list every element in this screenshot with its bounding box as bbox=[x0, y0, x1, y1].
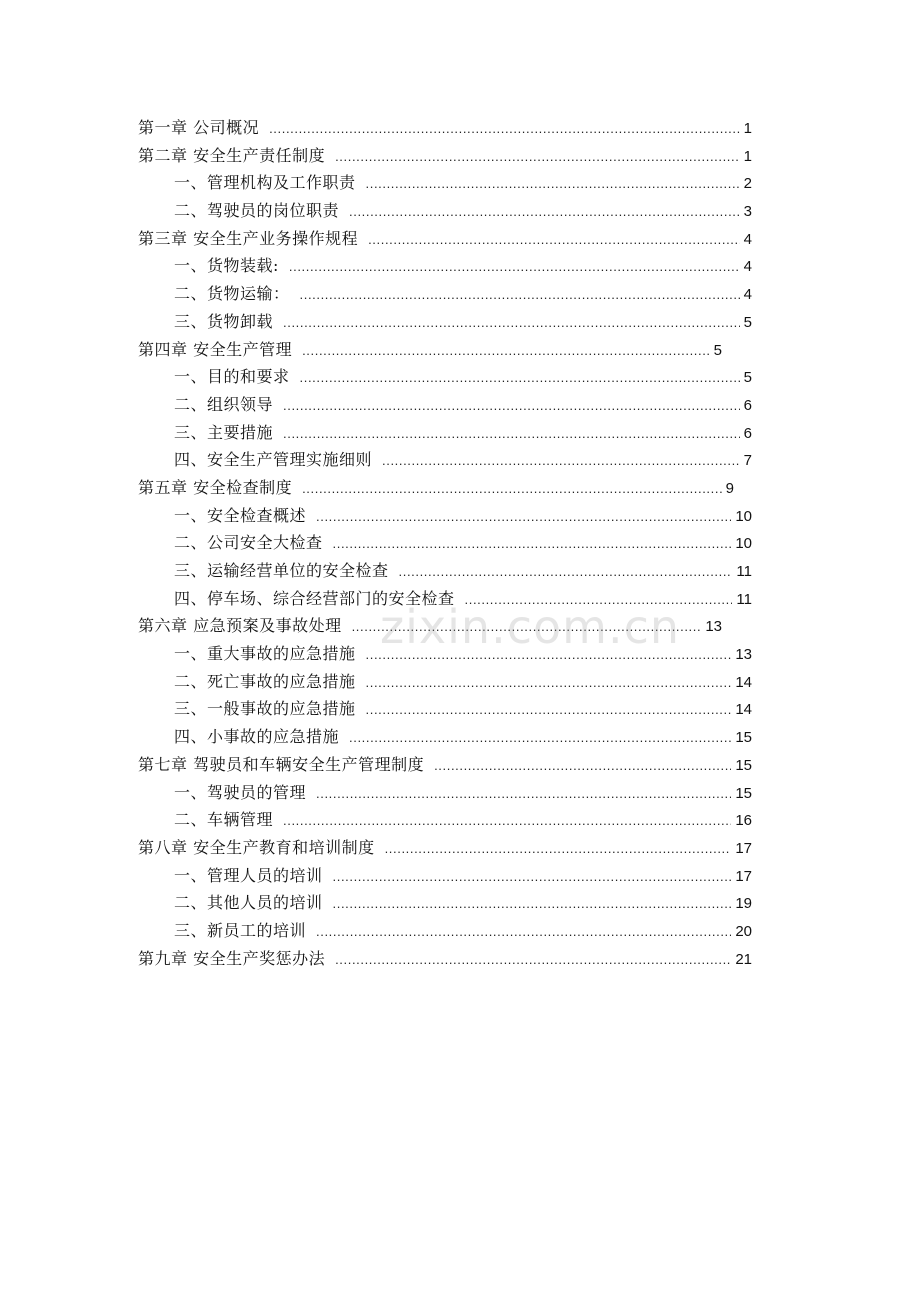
toc-entry[interactable] bbox=[0, 723, 920, 751]
toc-entry-page: 13 bbox=[735, 646, 752, 664]
dot-leader bbox=[434, 752, 731, 780]
dot-leader bbox=[366, 696, 732, 724]
dot-leader bbox=[349, 724, 731, 752]
toc-entry-page: 13 bbox=[705, 618, 722, 636]
table-of-contents bbox=[0, 114, 920, 972]
toc-entry[interactable] bbox=[0, 945, 920, 973]
dot-leader bbox=[316, 780, 731, 808]
toc-entry-title: 第六章 应急预案及事故处理 bbox=[138, 616, 342, 636]
toc-entry-title: 一、安全检查概述 bbox=[174, 505, 307, 525]
dot-leader bbox=[283, 392, 740, 420]
toc-entry-title: 二、公司安全大检查 bbox=[174, 533, 323, 553]
toc-entry-page: 6 bbox=[743, 424, 752, 442]
toc-entry[interactable] bbox=[0, 225, 920, 253]
toc-entry-page: 5 bbox=[743, 313, 752, 331]
toc-entry-page: 9 bbox=[725, 479, 734, 497]
toc-entry-page: 6 bbox=[743, 396, 752, 414]
toc-entry-title: 第四章 安全生产管理 bbox=[138, 339, 293, 359]
toc-entry-title: 一、驾驶员的管理 bbox=[174, 782, 307, 802]
dot-leader bbox=[333, 863, 732, 891]
toc-entry-page: 15 bbox=[735, 784, 752, 802]
dot-leader bbox=[316, 503, 731, 531]
dot-leader bbox=[300, 364, 740, 392]
toc-entry-title: 第五章 安全检查制度 bbox=[138, 477, 293, 497]
toc-entry[interactable] bbox=[0, 917, 920, 945]
dot-leader bbox=[349, 198, 740, 226]
dot-leader bbox=[300, 281, 740, 309]
toc-entry[interactable] bbox=[0, 252, 920, 280]
toc-entry-page: 5 bbox=[713, 341, 722, 359]
toc-entry[interactable] bbox=[0, 502, 920, 530]
toc-entry[interactable] bbox=[0, 142, 920, 170]
toc-entry-page: 15 bbox=[735, 729, 752, 747]
toc-entry-page: 4 bbox=[743, 230, 752, 248]
dot-leader bbox=[382, 447, 740, 475]
dot-leader bbox=[366, 170, 740, 198]
toc-entry-page: 5 bbox=[743, 369, 752, 387]
toc-entry[interactable] bbox=[0, 280, 920, 308]
toc-entry-page: 17 bbox=[735, 867, 752, 885]
toc-entry-page: 3 bbox=[743, 203, 752, 221]
dot-leader bbox=[465, 586, 733, 614]
toc-entry-page: 11 bbox=[736, 563, 752, 580]
toc-entry[interactable] bbox=[0, 751, 920, 779]
toc-entry-page: 14 bbox=[735, 673, 752, 691]
dot-leader bbox=[283, 309, 740, 337]
toc-entry-title: 第二章 安全生产责任制度 bbox=[138, 145, 326, 165]
dot-leader bbox=[399, 558, 733, 586]
toc-entry-page: 14 bbox=[735, 701, 752, 719]
toc-entry-title: 三、运输经营单位的安全检查 bbox=[174, 561, 389, 580]
toc-entry[interactable] bbox=[0, 612, 920, 640]
toc-entry-page: 1 bbox=[743, 120, 752, 137]
dot-leader bbox=[302, 337, 710, 365]
toc-entry[interactable] bbox=[0, 114, 920, 142]
toc-entry-title: 二、货物运输： bbox=[174, 284, 290, 304]
toc-entry-page: 1 bbox=[743, 147, 752, 165]
toc-entry-title: 一、重大事故的应急措施 bbox=[174, 644, 356, 664]
toc-entry-title: 一、货物装载: bbox=[174, 256, 279, 276]
toc-entry-page: 21 bbox=[735, 950, 752, 968]
toc-entry[interactable] bbox=[0, 779, 920, 807]
dot-leader bbox=[269, 115, 740, 143]
toc-entry[interactable] bbox=[0, 363, 920, 391]
toc-entry-page: 15 bbox=[735, 756, 752, 774]
dot-leader bbox=[316, 918, 731, 946]
toc-entry-page: 4 bbox=[743, 258, 752, 276]
dot-leader bbox=[352, 613, 702, 641]
toc-entry-page: 20 bbox=[735, 922, 752, 940]
toc-entry-title: 第七章 驾驶员和车辆安全生产管理制度 bbox=[138, 754, 425, 774]
toc-entry[interactable] bbox=[0, 806, 920, 834]
toc-entry[interactable] bbox=[0, 446, 920, 474]
dot-leader bbox=[283, 420, 740, 448]
toc-entry-title: 三、货物卸载 bbox=[174, 311, 274, 331]
toc-entry[interactable] bbox=[0, 169, 920, 197]
toc-entry[interactable] bbox=[0, 889, 920, 917]
toc-entry[interactable] bbox=[0, 391, 920, 419]
toc-entry-title: 三、新员工的培训 bbox=[174, 920, 307, 940]
toc-entry[interactable] bbox=[0, 668, 920, 696]
dot-leader bbox=[283, 807, 731, 835]
toc-entry-title: 二、组织领导 bbox=[174, 394, 274, 414]
toc-entry-title: 三、主要措施 bbox=[174, 422, 274, 442]
dot-leader bbox=[385, 835, 732, 863]
dot-leader bbox=[366, 669, 732, 697]
toc-entry[interactable] bbox=[0, 419, 920, 447]
toc-entry-page: 17 bbox=[735, 839, 752, 857]
dot-leader bbox=[333, 890, 732, 918]
toc-entry[interactable] bbox=[0, 695, 920, 723]
toc-entry-title: 第三章 安全生产业务操作规程 bbox=[138, 228, 359, 248]
toc-entry-title: 第一章 公司概况 bbox=[138, 118, 260, 137]
toc-entry-page: 10 bbox=[735, 507, 752, 525]
toc-entry-title: 二、驾驶员的岗位职责 bbox=[174, 201, 340, 221]
toc-entry-title: 一、管理机构及工作职责 bbox=[174, 173, 356, 193]
toc-entry-page: 11 bbox=[736, 590, 752, 608]
dot-leader bbox=[368, 226, 740, 254]
toc-entry-page: 2 bbox=[743, 175, 752, 193]
toc-entry-page: 10 bbox=[735, 535, 752, 553]
toc-entry-title: 二、死亡事故的应急措施 bbox=[174, 671, 356, 691]
dot-leader bbox=[335, 143, 740, 171]
toc-entry[interactable] bbox=[0, 834, 920, 862]
dot-leader bbox=[366, 641, 732, 669]
toc-entry[interactable] bbox=[0, 557, 920, 585]
toc-entry-title: 二、其他人员的培训 bbox=[174, 893, 323, 913]
toc-entry-page: 16 bbox=[735, 812, 752, 830]
toc-entry-title: 四、安全生产管理实施细则 bbox=[174, 450, 373, 470]
toc-entry-title: 一、管理人员的培训 bbox=[174, 865, 323, 885]
toc-entry[interactable] bbox=[0, 640, 920, 668]
toc-entry-page: 7 bbox=[743, 452, 752, 470]
toc-entry-title: 四、停车场、综合经营部门的安全检查 bbox=[174, 588, 455, 608]
toc-entry-title: 一、目的和要求 bbox=[174, 367, 290, 387]
toc-entry-page: 4 bbox=[743, 286, 752, 304]
toc-entry[interactable] bbox=[0, 529, 920, 557]
dot-leader bbox=[289, 253, 740, 281]
toc-entry-page: 19 bbox=[735, 895, 752, 913]
toc-entry[interactable] bbox=[0, 585, 920, 613]
toc-entry-title: 四、小事故的应急措施 bbox=[174, 727, 340, 747]
toc-entry-title: 三、一般事故的应急措施 bbox=[174, 699, 356, 719]
toc-entry[interactable] bbox=[0, 336, 920, 364]
toc-entry[interactable] bbox=[0, 862, 920, 890]
toc-entry[interactable] bbox=[0, 474, 920, 502]
dot-leader bbox=[302, 475, 722, 503]
toc-entry-title: 第九章 安全生产奖惩办法 bbox=[138, 948, 326, 968]
dot-leader bbox=[333, 530, 732, 558]
toc-entry[interactable] bbox=[0, 308, 920, 336]
toc-entry-title: 第八章 安全生产教育和培训制度 bbox=[138, 837, 375, 857]
watermark: zixin.com.cn bbox=[380, 600, 681, 654]
toc-entry[interactable] bbox=[0, 197, 920, 225]
dot-leader bbox=[335, 946, 731, 974]
toc-entry-title: 二、车辆管理 bbox=[174, 810, 274, 830]
